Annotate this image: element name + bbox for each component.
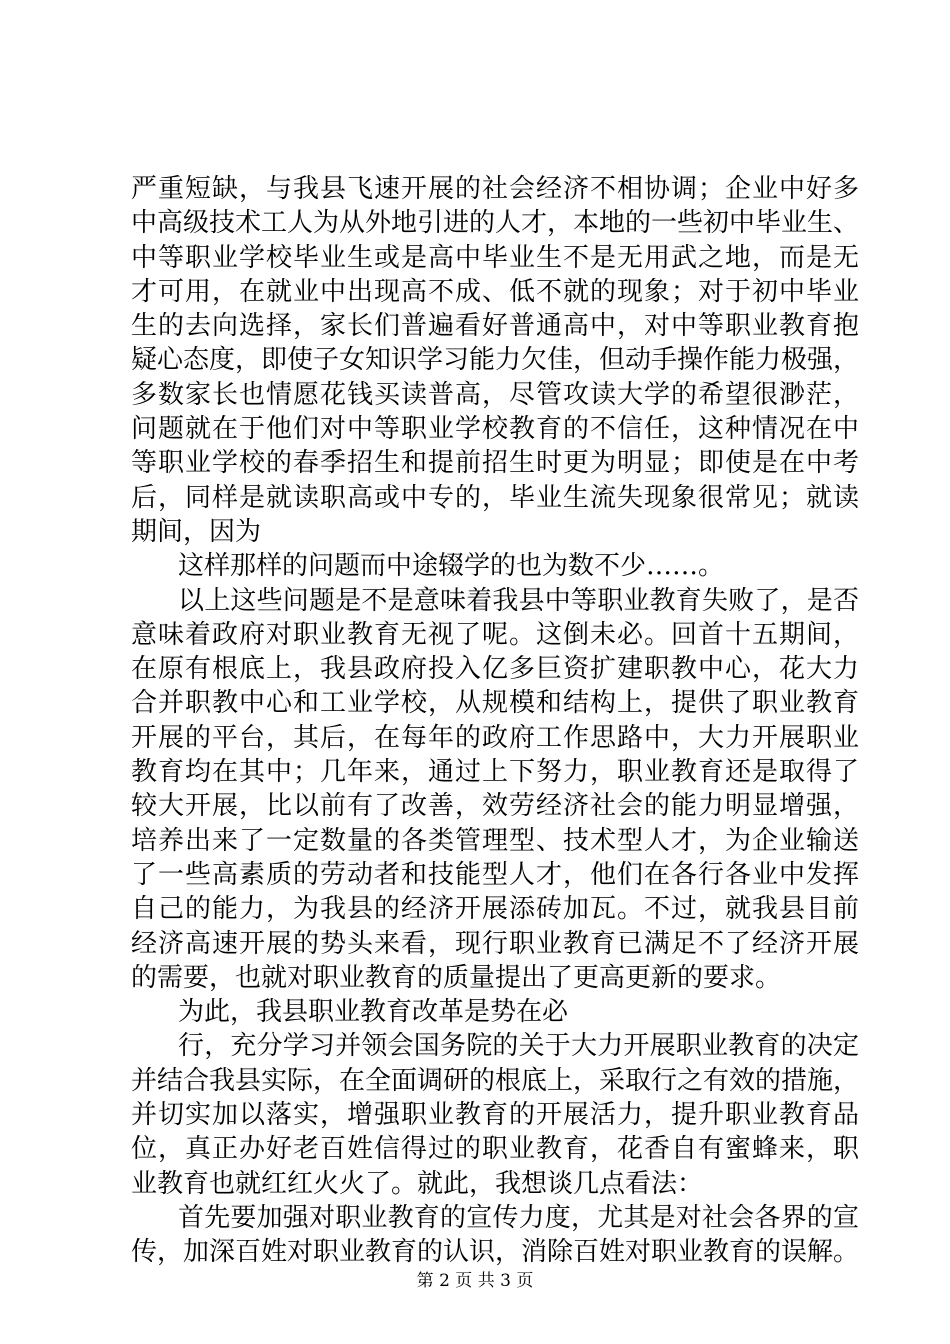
text-line: 自己的能力，为我县的经济开展添砖加瓦。不过，就我县目前 [131,894,859,925]
text-line: 合并职教中心和工业学校，从规模和结构上，提供了职业教育 [131,688,859,719]
text-line: 经济高速开展的势头来看，现行职业教育已满足不了经济开展 [131,928,859,959]
text-line: 中等职业学校毕业生或是高中毕业生不是无用武之地，而是无 [131,242,859,273]
text-line: 生的去向选择，家长们普遍看好普通高中，对中等职业教育抱 [131,311,859,342]
paragraph-start-line: 行，充分学习并领会国务院的关于大力开展职业教育的决定 [178,1031,859,1062]
text-line: 后，同样是就读职高或中专的，毕业生流失现象很常见；就读 [131,482,859,513]
text-line: 并结合我县实际，在全面调研的根底上，采取行之有效的措施， [131,1065,860,1096]
text-line: 中高级技术工人为从外地引进的人才，本地的一些初中毕业生、 [131,208,860,239]
paragraph-start-line: 为此，我县职业教育改革是势在必 [178,997,569,1028]
text-line: 并切实加以落实，增强职业教育的开展活力，提升职业教育品 [131,1100,859,1131]
paragraph-start-line: 以上这些问题是不是意味着我县中等职业教育失败了，是否 [178,585,859,616]
text-line: 培养出来了一定数量的各类管理型、技术型人才，为企业输送 [131,825,859,856]
text-line: 了一些高素质的劳动者和技能型人才，他们在各行各业中发挥 [131,859,859,890]
paragraph-start-line: 这样那样的问题而中途辍学的也为数不少……。 [178,551,725,582]
text-line: 开展的平台，其后，在每年的政府工作思路中，大力开展职业 [131,722,859,753]
text-line: 传，加深百姓对职业教育的认识，消除百姓对职业教育的误解。 [131,1237,860,1268]
text-line: 多数家长也情愿花钱买读普高，尽管攻读大学的希望很渺茫， [131,379,859,410]
text-line: 严重短缺，与我县飞速开展的社会经济不相协调；企业中好多 [131,174,859,204]
text-line: 位，真正办好老百姓信得过的职业教育，花香自有蜜蜂来，职 [131,1134,859,1165]
page-number-footer: 第 2 页 共 3 页 [416,1271,534,1291]
text-line: 等职业学校的春季招生和提前招生时更为明显；即使是在中考 [131,448,859,479]
text-line: 意味着政府对职业教育无视了呢。这倒未必。回首十五期间， [131,619,859,650]
text-line: 较大开展，比以前有了改善，效劳经济社会的能力明显增强， [131,791,859,822]
text-line: 问题就在于他们对中等职业学校教育的不信任，这种情况在中 [131,414,859,445]
paragraph-start-line: 首先要加强对职业教育的宣传力度，尤其是对社会各界的宣 [178,1202,859,1233]
text-line: 在原有根底上，我县政府投入亿多巨资扩建职教中心，花大力 [131,654,859,685]
text-line: 疑心态度，即使子女知识学习能力欠佳，但动手操作能力极强， [131,345,860,376]
text-line: 才可用，在就业中出现高不成、低不就的现象；对于初中毕业 [131,276,859,307]
text-line: 的需要，也就对职业教育的质量提出了更高更新的要求。 [131,962,782,993]
text-line: 业教育也就红红火火了。就此，我想谈几点看法： [131,1168,704,1199]
text-line: 期间，因为 [131,516,262,547]
body-text [131,172,859,1270]
text-line: 教育均在其中；几年来，通过上下努力，职业教育还是取得了 [131,757,859,788]
